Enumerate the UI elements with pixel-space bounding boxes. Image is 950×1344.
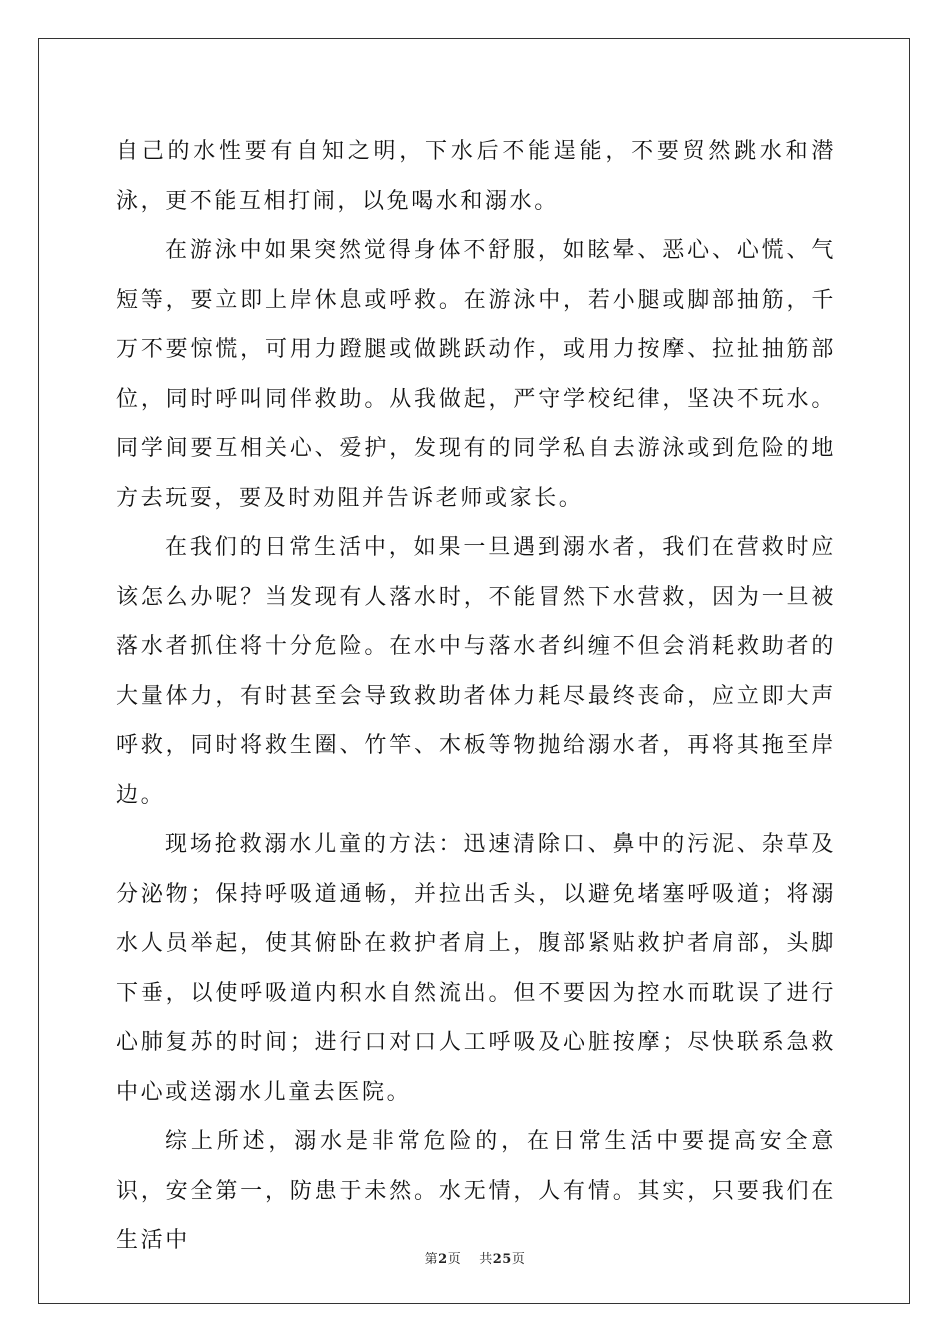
total-prefix: 共 — [479, 1252, 493, 1267]
document-body — [116, 127, 836, 1266]
page-footer — [0, 1248, 950, 1267]
paragraph: 综上所述，溺水是非常危险的，在日常生活中要提高安全意识，安全第一，防患于未然。水无情，人有情。其实，只要我们在生活中 — [116, 1129, 836, 1253]
paragraph: 在我们的日常生活中，如果一旦遇到溺水者，我们在营救时应该怎么办呢？当发现有人落水时，不能冒然下水营救，因为一旦被落水者抓住将十分危险。在水中与落水者纠缠不但会消耗救助者的大量体力，有时甚至会导致救助者体力耗尽最终丧命，应立即大声呼救，同时将救生圈、竹竿、木板等物抛给溺水者，再将其拖至岸边。 — [116, 535, 836, 808]
paragraph: 现场抢救溺水儿童的方法：迅速清除口、鼻中的污泥、杂草及分泌物；保持呼吸道通畅，并拉出舌头，以避免堵塞呼吸道；将溺水人员举起，使其俯卧在救护者肩上，腹部紧贴救护者肩部，头脚下垂，以使呼吸道内积水自然流出。但不要因为控水而耽误了进行心肺复苏的时间；进行口对口人工呼吸及心脏按摩；尽快联系急救中心或送溺水儿童去医院。 — [116, 832, 836, 1105]
paragraph: 在游泳中如果突然觉得身体不舒服，如眩晕、恶心、心慌、气短等，要立即上岸休息或呼救。在游泳中，若小腿或脚部抽筋，千万不要惊慌，可用力蹬腿或做跳跃动作，或用力按摩、拉扯抽筋部位，同时呼叫同伴救助。从我做起，严守学校纪律，坚决不玩水。同学间要互相关心、爱护，发现有的同学私自去游泳或到危险的地方去玩耍，要及时劝阻并告诉老师或家长。 — [116, 238, 836, 511]
paragraph: 自己的水性要有自知之明，下水后不能逞能，不要贸然跳水和潜泳，更不能互相打闹，以免喝水和溺水。 — [116, 139, 836, 214]
total-suffix: 页 — [511, 1252, 526, 1267]
page-number: 2 — [438, 1252, 448, 1267]
page-suffix: 页 — [447, 1252, 462, 1267]
page-prefix: 第 — [424, 1252, 439, 1267]
total-pages: 25 — [492, 1252, 512, 1267]
